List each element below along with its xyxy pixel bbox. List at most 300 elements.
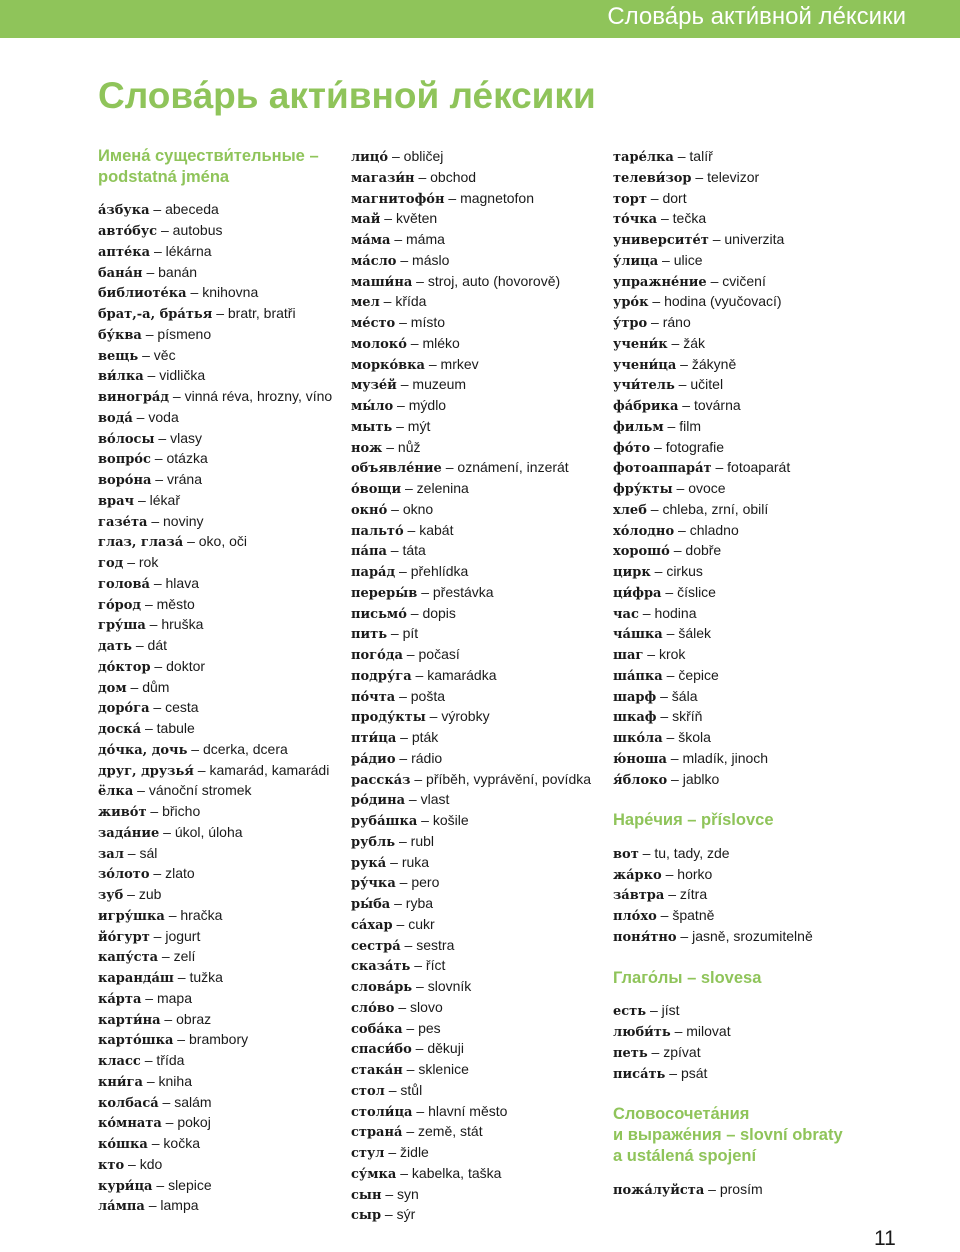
- vocab-entry: [98, 573, 348, 594]
- vocab-entry: [351, 1018, 609, 1039]
- czech-translation: lékař: [149, 491, 180, 508]
- russian-word: па́па: [351, 544, 387, 560]
- dash-separator: –: [691, 168, 708, 185]
- czech-translation: vlast: [420, 791, 450, 808]
- vocab-entry: [98, 220, 348, 241]
- vocab-entry: [351, 955, 609, 976]
- vocab-entry: [98, 884, 348, 905]
- dash-separator: –: [656, 708, 673, 725]
- russian-word: ви́лка: [98, 369, 144, 385]
- czech-translation: židle: [400, 1144, 429, 1160]
- vocab-entry: [351, 478, 609, 499]
- czech-translation: pít: [402, 625, 419, 642]
- czech-translation: rádio: [411, 749, 443, 766]
- czech-translation: žák: [683, 334, 706, 351]
- vocab-column-1: [98, 146, 348, 1216]
- czech-translation: pokoj: [177, 1114, 211, 1131]
- vocab-entry: [98, 863, 348, 884]
- russian-word: йо́гурт: [98, 929, 150, 945]
- russian-word: капу́ста: [98, 950, 159, 966]
- dash-separator: –: [169, 388, 185, 405]
- dash-separator: –: [395, 749, 412, 766]
- vocab-entry: [351, 354, 609, 375]
- section-heading: и выраже́ния – slovní obraty: [613, 1126, 843, 1145]
- russian-word: глаз, глаза́: [98, 535, 184, 551]
- section-spacer: [613, 1083, 913, 1104]
- vocab-entry: [613, 437, 913, 458]
- russian-word: доро́га: [98, 701, 150, 717]
- dash-separator: –: [417, 583, 433, 600]
- vocab-entry: [98, 1133, 348, 1154]
- section-heading: Глаго́лы – slovesa: [613, 968, 762, 987]
- russian-word: бу́ква: [98, 327, 142, 343]
- dash-separator: –: [384, 1144, 401, 1160]
- dash-separator: –: [164, 906, 181, 923]
- vocab-entry: [351, 1163, 609, 1184]
- czech-translation: obchod: [430, 168, 477, 185]
- dash-separator: –: [412, 1102, 429, 1119]
- czech-translation: bratr, bratři: [227, 305, 296, 322]
- czech-translation: zlato: [165, 865, 195, 882]
- vocab-entry: [351, 706, 609, 727]
- dash-separator: –: [396, 729, 412, 745]
- russian-word: фотоаппара́т: [613, 461, 712, 477]
- czech-translation: kabelka, taška: [411, 1164, 502, 1181]
- russian-word: нож: [351, 440, 383, 456]
- vocab-entry: [613, 520, 913, 541]
- russian-word: молоко́: [351, 336, 407, 352]
- dash-separator: –: [672, 480, 689, 496]
- vocab-entry: [351, 727, 609, 748]
- czech-translation: jogurt: [165, 927, 201, 944]
- vocab-entry: [351, 852, 609, 873]
- czech-translation: rok: [138, 554, 159, 571]
- czech-translation: hodina: [654, 604, 697, 621]
- heading-spacer: [613, 1167, 913, 1179]
- russian-word: апте́ка: [98, 244, 151, 260]
- czech-translation: hodina (vyučovací): [664, 293, 782, 310]
- vocab-entry: [98, 490, 348, 511]
- czech-translation: učitel: [690, 376, 724, 393]
- czech-translation: kabát: [419, 521, 454, 538]
- czech-translation: táta: [402, 542, 426, 559]
- vocab-entry: [351, 271, 609, 292]
- czech-translation: magnetofon: [460, 189, 535, 206]
- czech-translation: břicho: [162, 803, 201, 820]
- russian-word: час: [613, 606, 639, 622]
- dash-separator: –: [674, 376, 691, 393]
- dash-separator: –: [678, 397, 694, 413]
- dash-separator: –: [159, 823, 175, 840]
- vocab-entry: [613, 167, 913, 188]
- russian-word: проду́кты: [351, 710, 426, 726]
- vocab-entry: [351, 250, 609, 271]
- vocab-entry: [98, 822, 348, 843]
- vocab-entry: [613, 271, 913, 292]
- russian-word: гру́ша: [98, 618, 146, 634]
- vocab-entry: [351, 1059, 609, 1080]
- czech-translation: dort: [662, 189, 687, 206]
- vocab-entry: [351, 997, 609, 1018]
- czech-translation: písmeno: [157, 325, 212, 342]
- vocab-entry: [613, 540, 913, 561]
- russian-word: фо́то: [613, 440, 651, 456]
- vocab-entry: [98, 635, 348, 656]
- vocab-entry: [98, 303, 348, 324]
- czech-translation: mladík, jinoch: [682, 749, 769, 766]
- czech-translation: sýr: [396, 1206, 416, 1223]
- dash-separator: –: [387, 625, 403, 642]
- czech-translation: místo: [410, 314, 446, 330]
- vocab-entry: [613, 188, 913, 209]
- czech-translation: přehlídka: [410, 563, 469, 579]
- czech-translation: muzeum: [412, 376, 467, 393]
- russian-word: воро́на: [98, 473, 152, 489]
- russian-word: вещь: [98, 348, 139, 364]
- dash-separator: –: [665, 1064, 681, 1081]
- czech-translation: hruška: [161, 616, 204, 633]
- czech-translation: cirkus: [666, 563, 703, 579]
- russian-word: шаг: [613, 648, 644, 663]
- czech-translation: zelenina: [416, 480, 469, 496]
- dash-separator: –: [424, 355, 441, 372]
- czech-translation: milovat: [686, 1023, 731, 1040]
- dash-separator: –: [133, 782, 149, 799]
- vocab-entry: [351, 291, 609, 312]
- czech-translation: doktor: [166, 657, 206, 674]
- dash-separator: –: [173, 1031, 189, 1048]
- russian-word: игру́шка: [98, 908, 165, 924]
- dash-separator: –: [154, 429, 171, 446]
- dash-separator: –: [124, 1155, 140, 1172]
- vocab-entry: [98, 407, 348, 428]
- russian-word: учи́тель: [613, 378, 675, 394]
- russian-word: стака́н: [351, 1063, 403, 1078]
- vocab-entry: [98, 1009, 348, 1030]
- czech-translation: zelí: [173, 948, 196, 965]
- vocab-entry: [613, 312, 913, 333]
- dash-separator: –: [123, 844, 140, 861]
- russian-word: пальто́: [351, 523, 404, 539]
- dash-separator: –: [403, 521, 420, 538]
- russian-word: ма́ма: [351, 233, 391, 248]
- russian-word: цирк: [613, 565, 651, 580]
- russian-word: таре́лка: [613, 150, 674, 165]
- czech-translation: košile: [432, 812, 469, 828]
- vocab-entry: [613, 457, 913, 478]
- dash-separator: –: [158, 1093, 175, 1110]
- section-heading: a ustálená spojení: [613, 1146, 757, 1165]
- dash-separator: –: [414, 168, 431, 185]
- dash-separator: –: [643, 646, 659, 662]
- russian-word: столи́ца: [351, 1104, 413, 1120]
- czech-translation: krok: [658, 646, 686, 662]
- russian-word: сестра́: [351, 938, 401, 954]
- czech-translation: šálek: [678, 625, 711, 642]
- dash-separator: –: [145, 616, 162, 633]
- vocab-entry: [351, 810, 609, 831]
- vocab-entry: [351, 831, 609, 852]
- dash-separator: –: [648, 293, 665, 310]
- czech-translation: sál: [139, 844, 158, 861]
- dash-separator: –: [669, 542, 686, 559]
- czech-translation: salám: [174, 1093, 212, 1110]
- russian-word: у́лица: [613, 253, 659, 269]
- russian-word: шарф: [613, 689, 657, 705]
- czech-translation: slovo: [410, 998, 443, 1015]
- dash-separator: –: [396, 376, 413, 393]
- czech-translation: obličej: [403, 148, 444, 164]
- vocab-list: [613, 843, 913, 947]
- dash-separator: –: [387, 500, 403, 517]
- russian-word: поня́тно: [613, 929, 677, 945]
- russian-word: объявле́ние: [351, 461, 442, 477]
- czech-translation: pták: [411, 729, 439, 745]
- vocab-entry: [613, 665, 913, 686]
- page-title: Слова́рь акти́вной ле́ксики: [98, 75, 596, 116]
- russian-word: ча́шка: [613, 627, 663, 643]
- czech-translation: továrna: [693, 397, 741, 413]
- dash-separator: –: [384, 1081, 401, 1098]
- russian-word: магнитофо́н: [351, 191, 445, 207]
- czech-translation: škola: [678, 729, 711, 745]
- czech-translation: cesta: [165, 699, 199, 716]
- vocab-entry: [613, 395, 913, 416]
- russian-word: ла́мпа: [98, 1199, 145, 1215]
- vocab-entry: [613, 623, 913, 644]
- czech-translation: kamarád, kamarádi: [209, 761, 330, 778]
- dash-separator: –: [704, 1180, 720, 1197]
- russian-word: ра́дио: [351, 751, 396, 767]
- vocab-entry: [351, 582, 609, 603]
- vocab-entry: [98, 926, 348, 947]
- czech-translation: zítra: [679, 886, 708, 903]
- dash-separator: –: [647, 1043, 664, 1060]
- dash-separator: –: [152, 1176, 169, 1193]
- vocab-entry: [613, 478, 913, 499]
- czech-translation: dobře: [685, 542, 722, 559]
- russian-word: спаси́бо: [351, 1042, 412, 1058]
- dash-separator: –: [141, 989, 157, 1006]
- dash-separator: –: [393, 397, 409, 413]
- czech-translation: chladno: [689, 521, 739, 538]
- dash-separator: –: [390, 231, 407, 247]
- vocab-entry: [613, 686, 913, 707]
- dash-separator: –: [396, 1164, 412, 1181]
- russian-word: пого́да: [351, 648, 403, 663]
- czech-translation: cukr: [408, 915, 435, 932]
- dash-separator: –: [146, 803, 163, 820]
- vocab-entry: [613, 354, 913, 375]
- czech-translation: sklenice: [418, 1061, 469, 1077]
- vocab-entry: [613, 499, 913, 520]
- russian-word: сын: [351, 1187, 382, 1203]
- czech-translation: ruka: [401, 853, 430, 870]
- vocab-entry: [613, 748, 913, 769]
- russian-word: до́чка, дочь: [98, 742, 188, 758]
- dash-separator: –: [402, 1019, 419, 1036]
- czech-translation: stroj, auto (hovorově): [427, 272, 561, 289]
- dash-separator: –: [149, 927, 166, 944]
- russian-word: во́лосы: [98, 431, 155, 447]
- russian-word: мыть: [351, 419, 393, 435]
- czech-translation: voda: [148, 408, 179, 425]
- russian-word: письмо́: [351, 606, 407, 622]
- russian-word: подру́га: [351, 668, 412, 684]
- czech-translation: hlava: [165, 574, 199, 591]
- czech-translation: banán: [158, 263, 198, 280]
- dash-separator: –: [395, 687, 411, 704]
- czech-translation: pero: [411, 874, 440, 891]
- dash-separator: –: [402, 1123, 419, 1140]
- russian-word: пло́хо: [613, 909, 657, 925]
- dash-separator: –: [662, 666, 679, 683]
- russian-word: ци́фра: [613, 585, 662, 601]
- vocab-entry: [613, 374, 913, 395]
- czech-translation: máslo: [412, 251, 450, 268]
- russian-word: слова́рь: [351, 980, 413, 995]
- russian-word: кури́ца: [98, 1178, 153, 1194]
- dash-separator: –: [674, 521, 690, 538]
- vocab-entry: [351, 914, 609, 935]
- czech-translation: mrkev: [440, 355, 479, 372]
- vocab-entry: [351, 603, 609, 624]
- czech-translation: přestávka: [432, 583, 494, 600]
- czech-translation: zub: [138, 886, 162, 903]
- russian-word: брат,-а, бра́тья: [98, 307, 213, 323]
- russian-word: жа́рко: [613, 867, 662, 883]
- russian-word: класс: [98, 1054, 141, 1070]
- russian-word: пара́д: [351, 565, 396, 580]
- dash-separator: –: [411, 666, 428, 683]
- vocab-entry: [351, 623, 609, 644]
- vocab-entry: [613, 603, 913, 624]
- russian-word: я́блоко: [613, 772, 668, 788]
- russian-word: сло́во: [351, 1000, 395, 1016]
- dash-separator: –: [151, 471, 167, 488]
- dash-separator: –: [142, 1072, 159, 1089]
- dash-separator: –: [417, 812, 433, 828]
- russian-word: кни́га: [98, 1074, 143, 1090]
- russian-word: университе́т: [613, 233, 709, 248]
- dash-separator: –: [382, 438, 398, 455]
- vocab-entry: [351, 229, 609, 250]
- vocab-entry: [613, 1021, 913, 1042]
- russian-word: соба́ка: [351, 1021, 403, 1037]
- vocab-entry: [98, 262, 348, 283]
- russian-word: окно́: [351, 502, 388, 518]
- vocab-entry: [98, 469, 348, 490]
- czech-translation: příběh, vyprávění, povídka: [426, 770, 592, 787]
- czech-translation: film: [679, 417, 702, 434]
- czech-translation: noviny: [163, 512, 204, 529]
- russian-word: есть: [613, 1004, 647, 1020]
- vocab-entry: [351, 1204, 609, 1225]
- vocab-entry: [98, 1029, 348, 1050]
- russian-word: фру́кты: [613, 482, 673, 497]
- vocab-entry: [351, 1142, 609, 1163]
- vocab-list: [351, 146, 609, 1225]
- russian-word: газе́та: [98, 514, 148, 530]
- vocab-entry: [98, 594, 348, 615]
- dash-separator: –: [663, 417, 680, 434]
- russian-word: мел: [351, 295, 380, 311]
- russian-word: у́тро: [613, 316, 648, 331]
- vocab-entry: [351, 540, 609, 561]
- russian-word: ру́чка: [351, 876, 396, 892]
- czech-translation: ryba: [405, 895, 434, 911]
- russian-word: су́мка: [351, 1166, 397, 1182]
- dash-separator: –: [160, 1010, 177, 1027]
- vocab-entry: [613, 727, 913, 748]
- czech-translation: žákyně: [691, 355, 737, 372]
- czech-translation: čepice: [678, 666, 719, 683]
- vocab-entry: [613, 582, 913, 603]
- vocab-entry: [98, 448, 348, 469]
- czech-translation: syn: [397, 1185, 419, 1202]
- dash-separator: –: [388, 148, 404, 164]
- czech-translation: ulice: [673, 251, 703, 268]
- czech-translation: dům: [142, 678, 170, 695]
- russian-word: магази́н: [351, 170, 415, 186]
- dash-separator: –: [673, 148, 690, 164]
- czech-translation: jasně, srozumitelně: [692, 927, 813, 944]
- czech-translation: lékárna: [165, 242, 212, 259]
- vocab-entry: [351, 374, 609, 395]
- vocab-entry: [351, 457, 609, 478]
- dash-separator: –: [394, 998, 411, 1015]
- vocab-list: [613, 1000, 913, 1083]
- vocab-entry: [98, 282, 348, 303]
- dash-separator: –: [150, 657, 167, 674]
- vocab-entry: [98, 656, 348, 677]
- czech-translation: vidlička: [159, 367, 206, 384]
- czech-translation: máma: [406, 231, 445, 247]
- dash-separator: –: [142, 263, 159, 280]
- russian-word: по́чта: [351, 689, 396, 705]
- russian-word: люби́ть: [613, 1025, 671, 1041]
- czech-translation: otázka: [166, 450, 208, 467]
- vocab-entry: [351, 976, 609, 997]
- vocab-entry: [98, 697, 348, 718]
- czech-translation: špatně: [672, 907, 715, 924]
- czech-translation: tabule: [156, 720, 195, 737]
- dash-separator: –: [656, 687, 672, 704]
- russian-word: ме́сто: [351, 316, 396, 331]
- czech-translation: pes: [418, 1019, 441, 1036]
- russian-word: шко́ла: [613, 731, 663, 746]
- czech-translation: oko, oči: [198, 533, 248, 550]
- dash-separator: –: [149, 865, 166, 882]
- vocab-entry: [613, 905, 913, 926]
- vocab-entry: [351, 208, 609, 229]
- czech-translation: jíst: [661, 1002, 680, 1019]
- vocab-entry: [613, 1063, 913, 1084]
- czech-translation: lampa: [160, 1197, 199, 1214]
- vocab-entry: [351, 416, 609, 437]
- dash-separator: –: [638, 844, 655, 861]
- dash-separator: –: [193, 761, 210, 778]
- header-bar: [0, 0, 960, 38]
- vocab-entry: [351, 188, 609, 209]
- russian-word: хлеб: [613, 502, 647, 518]
- dash-separator: –: [661, 865, 678, 882]
- dash-separator: –: [161, 1114, 178, 1131]
- dash-separator: –: [662, 729, 679, 745]
- russian-word: ма́сло: [351, 253, 397, 269]
- vocab-entry: [351, 561, 609, 582]
- czech-translation: chleba, zrní, obilí: [662, 500, 769, 517]
